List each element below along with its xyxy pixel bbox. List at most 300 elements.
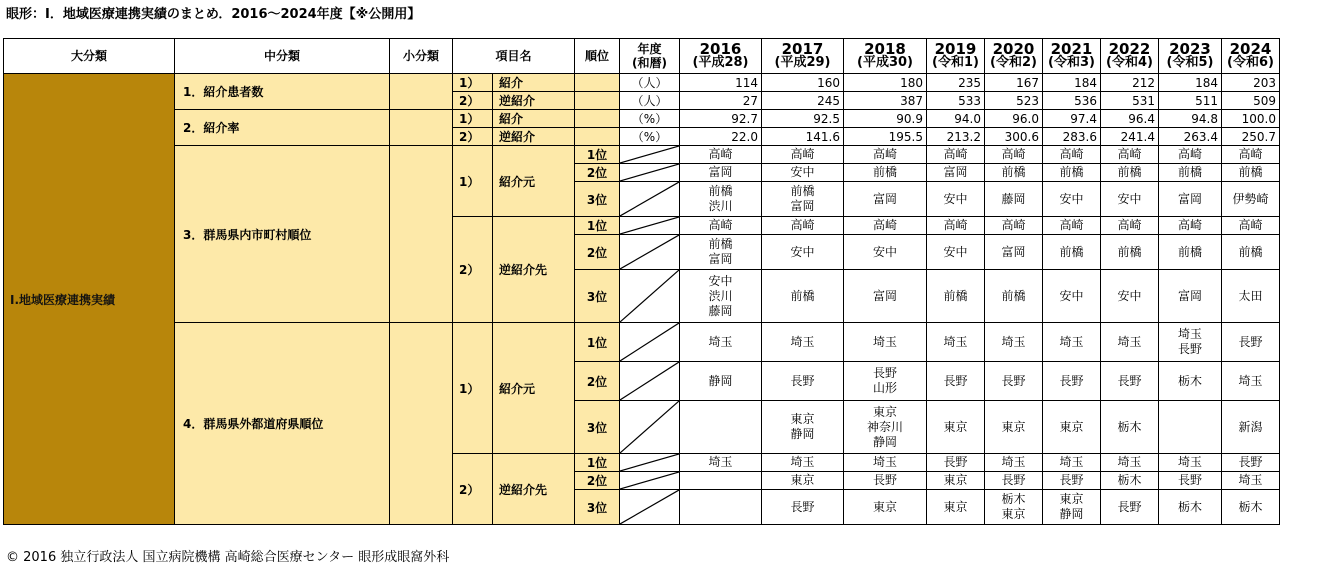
ranking-city-cell [762,270,844,323]
city-name: 前橋 [790,288,815,303]
item-name: 紹介 [493,110,575,128]
diagonal-slash-cell [620,270,680,323]
city-name: 前橋 [872,165,897,179]
rank-label: 3位 [575,182,620,217]
item-name: 紹介元 [493,146,575,217]
city-name: 栃木 [1117,473,1142,487]
city-name: 富岡 [708,252,733,266]
ranking-city-cell [844,490,927,525]
city-name: 安中 [1059,288,1084,303]
ranking-city-cell [762,217,844,235]
rank-label: 3位 [575,270,620,323]
value-cell: 250.7 [1222,128,1280,146]
ranking-city-cell [1043,454,1101,472]
value-cell: 160 [762,74,844,92]
ranking-city-cell [1043,472,1101,490]
ranking-city-cell [1043,182,1101,217]
ranking-city-cell [680,323,762,362]
city-name: 高崎 [1177,218,1202,232]
city-name: 前橋 [708,184,733,198]
ranking-city-cell [1159,401,1222,454]
city-name: 前橋 [1177,165,1202,179]
ranking-city-cell [927,454,985,472]
city-name: 高崎 [708,218,733,232]
diagonal-slash-cell [620,146,680,164]
ranking-city-cell [927,182,985,217]
year-label: 2023 [1169,40,1211,58]
value-cell: 283.6 [1043,128,1101,146]
era-label: (平成29) [774,55,831,70]
city-name: 前橋 [708,237,733,251]
ranking-city-cell [680,270,762,323]
ranking-city-cell [1222,490,1280,525]
section-label-s3: 3．群馬県内市町村順位 [175,146,390,323]
diagonal-slash-cell [620,323,680,362]
city-name: 埼玉 [1001,455,1026,469]
ranking-city-cell [1101,472,1159,490]
item-name: 逆紹介 [493,128,575,146]
ranking-city-cell [844,401,927,454]
header-year-2019 [927,39,985,74]
ranking-city-cell [927,217,985,235]
ranking-city-cell [1159,472,1222,490]
header-year-2020 [985,39,1043,74]
ranking-city-cell [985,454,1043,472]
ranking-city-cell [1222,323,1280,362]
ranking-city-cell [762,362,844,401]
city-name: 埼玉 [1177,455,1202,469]
city-name: 東京 [1059,492,1084,506]
unit-label: （人） [620,74,680,92]
value-cell: 27 [680,92,762,110]
header-year-2023 [1159,39,1222,74]
ranking-city-cell [844,164,927,182]
ranking-city-cell [1043,146,1101,164]
item-number: 1） [453,146,493,217]
copyright-footer: © 2016 独立行政法人 国立病院機構 高崎総合医療センター 眼形成眼窩外科 [6,550,450,565]
city-name: 高崎 [1238,218,1263,232]
ranking-city-cell [1159,270,1222,323]
ranking-city-cell [844,472,927,490]
ranking-city-cell [985,217,1043,235]
ranking-city-cell [1159,146,1222,164]
value-cell: 511 [1159,92,1222,110]
city-name: 栃木 [1117,419,1142,434]
ranking-city-cell [1101,454,1159,472]
city-name: 東京 [1001,507,1026,521]
era-label: (令和1) [932,55,979,70]
city-name: 長野 [1001,473,1026,487]
city-name: 高崎 [1001,147,1026,161]
ranking-city-cell [844,362,927,401]
ranking-city-cell [927,490,985,525]
city-name: 高崎 [1059,147,1084,161]
ranking-city-cell [927,472,985,490]
ranking-city-cell [1101,217,1159,235]
value-cell: 92.7 [680,110,762,128]
city-name: 前橋 [1059,244,1084,259]
value-cell: 114 [680,74,762,92]
value-cell: 184 [1159,74,1222,92]
era-label: (令和3) [1048,55,1095,70]
section-label-s1: 1．紹介患者数 [175,74,390,110]
year-label: 2024 [1229,40,1272,58]
item-number: 1） [453,110,493,128]
year-label: 2018 [864,40,906,58]
city-name: 高崎 [943,147,968,161]
city-name: 前橋 [1117,165,1142,179]
diagonal-slash-cell [620,490,680,525]
ranking-city-cell [927,270,985,323]
city-name: 高崎 [708,147,733,161]
ranking-city-cell [1222,270,1280,323]
value-cell: 94.8 [1159,110,1222,128]
city-name: 埼玉 [872,455,897,469]
ranking-city-cell [985,490,1043,525]
city-name: 安中 [790,244,815,259]
city-name: 長野 [872,473,897,487]
city-name: 東京 [790,473,815,487]
ranking-city-cell [1043,270,1101,323]
ranking-city-cell [1043,490,1101,525]
city-name: 新潟 [1238,419,1263,434]
ranking-city-cell [1222,164,1280,182]
ranking-city-cell [844,182,927,217]
year-label: 2019 [934,40,977,58]
header-year-2018 [844,39,927,74]
city-name: 富岡 [1001,244,1026,259]
item-number: 2） [453,92,493,110]
summary-table [3,38,1280,525]
city-name: 渋川 [708,199,733,213]
ranking-city-cell [1101,323,1159,362]
unit-label: （%） [620,110,680,128]
city-name: 高崎 [1177,147,1202,161]
ranking-city-cell [762,146,844,164]
ranking-city-cell [985,146,1043,164]
city-name: 高崎 [790,147,815,161]
ranking-city-cell [927,146,985,164]
city-name: 長野 [790,373,815,388]
ranking-city-cell [844,235,927,270]
value-cell: 213.2 [927,128,985,146]
ranking-city-cell [1159,323,1222,362]
city-name: 高崎 [1059,218,1084,232]
rank-label: 2位 [575,235,620,270]
value-cell: 94.0 [927,110,985,128]
city-name: 前橋 [1238,244,1263,259]
ranking-city-cell [1222,362,1280,401]
rank-label: 3位 [575,490,620,525]
value-cell: 241.4 [1101,128,1159,146]
header-year-2016 [680,39,762,74]
ranking-city-cell [680,362,762,401]
header-major: 大分類 [4,39,175,74]
city-name: 長野 [1238,334,1263,349]
era-label: (令和4) [1106,55,1153,70]
era-label: (平成30) [857,55,913,70]
ranking-city-cell [1043,401,1101,454]
diagonal-slash-cell [620,401,680,454]
city-name: 伊勢崎 [1232,191,1269,206]
value-cell: 523 [985,92,1043,110]
ranking-city-cell [985,270,1043,323]
city-name: 埼玉 [1059,455,1084,469]
rank-empty [575,92,620,110]
city-name: 富岡 [1177,288,1202,303]
ranking-city-cell [762,182,844,217]
city-name: 埼玉 [790,334,815,349]
city-name: 東京 [872,499,897,514]
city-name: 高崎 [943,218,968,232]
city-name: 富岡 [943,165,968,179]
header-year-2022 [1101,39,1159,74]
ranking-city-cell [1222,235,1280,270]
city-name: 東京 [790,412,815,426]
ranking-city-cell [680,401,762,454]
era-label: (令和6) [1227,55,1274,70]
city-name: 長野 [1177,473,1202,487]
value-cell: 509 [1222,92,1280,110]
city-name: 藤岡 [708,303,733,318]
ranking-city-cell [680,472,762,490]
city-name: 前橋 [1001,288,1026,303]
city-name: 埼玉 [708,455,733,469]
value-cell: 533 [927,92,985,110]
value-cell: 203 [1222,74,1280,92]
diagonal-slash-cell [620,164,680,182]
city-name: 埼玉 [1059,334,1084,349]
year-label: 2021 [1050,40,1093,58]
ranking-city-cell [927,235,985,270]
ranking-city-cell [1101,490,1159,525]
city-name: 渋川 [708,288,733,303]
year-label: 2016 [699,40,742,58]
unit-label: （人） [620,92,680,110]
ranking-city-cell [844,217,927,235]
value-cell: 387 [844,92,927,110]
city-name: 静岡 [790,427,815,441]
city-name: 安中 [1117,288,1142,303]
city-name: 埼玉 [943,334,968,349]
minor-empty [390,323,453,525]
ranking-city-cell [1159,217,1222,235]
ranking-city-cell [1159,182,1222,217]
ranking-city-cell [985,235,1043,270]
city-name: 埼玉 [872,334,897,349]
ranking-city-cell [985,401,1043,454]
city-name: 前橋 [943,288,968,303]
city-name: 埼玉 [1117,455,1142,469]
city-name: 富岡 [790,199,815,213]
city-name: 安中 [943,244,968,259]
year-label: 2020 [992,40,1035,58]
ranking-city-cell [680,182,762,217]
ranking-city-cell [985,164,1043,182]
ranking-city-cell [844,270,927,323]
section-label-s2: 2．紹介率 [175,110,390,146]
city-name: 静岡 [872,434,897,449]
rank-label: 1位 [575,146,620,164]
city-name: 安中 [1117,191,1142,206]
city-name: 富岡 [872,288,897,303]
era-label: (令和2) [990,55,1037,70]
fy-label: 年度 [637,42,662,56]
value-cell: 263.4 [1159,128,1222,146]
header-rank: 順位 [575,39,620,74]
ranking-city-cell [762,235,844,270]
value-cell: 96.0 [985,110,1043,128]
city-name: 高崎 [1238,147,1263,161]
minor-empty [390,110,453,146]
city-name: 東京 [943,473,968,487]
city-name: 栃木 [1177,499,1202,514]
rank-label: 1位 [575,323,620,362]
value-cell: 141.6 [762,128,844,146]
city-name: 山形 [872,381,897,395]
item-name: 紹介元 [493,323,575,454]
era-label: (平成28) [692,55,749,70]
city-name: 長野 [1059,373,1084,388]
city-name: 安中 [790,165,815,179]
ranking-city-cell [1043,323,1101,362]
rank-label: 2位 [575,164,620,182]
item-number: 1） [453,74,493,92]
city-name: 長野 [1177,342,1202,356]
value-cell: 167 [985,74,1043,92]
city-name: 長野 [1117,373,1142,388]
ranking-city-cell [927,401,985,454]
value-cell: 245 [762,92,844,110]
city-name: 藤岡 [1001,191,1026,206]
ranking-city-cell [1222,217,1280,235]
ranking-city-cell [1159,454,1222,472]
city-name: 埼玉 [1177,327,1202,341]
city-name: 長野 [872,366,897,380]
diagonal-slash-cell [620,182,680,217]
ranking-city-cell [680,454,762,472]
ranking-city-cell [1101,270,1159,323]
unit-label: （%） [620,128,680,146]
item-number: 2） [453,454,493,525]
city-name: 長野 [790,499,815,514]
value-cell: 100.0 [1222,110,1280,128]
city-name: 安中 [1059,191,1084,206]
city-name: 高崎 [1117,218,1142,232]
fy-era-label: (和暦) [632,56,667,70]
city-name: 栃木 [1238,499,1263,514]
page-title: 眼形：Ⅰ．地域医療連携実績のまとめ．2016～2024年度【※公開用】 [6,7,421,22]
ranking-city-cell [985,323,1043,362]
ranking-city-cell [1043,164,1101,182]
ranking-city-cell [985,472,1043,490]
city-name: 埼玉 [1238,373,1263,388]
ranking-city-cell [1043,362,1101,401]
value-cell: 22.0 [680,128,762,146]
ranking-city-cell [1101,164,1159,182]
city-name: 静岡 [1059,507,1084,521]
city-name: 前橋 [790,184,815,198]
city-name: 東京 [1059,419,1084,434]
diagonal-slash-cell [620,362,680,401]
ranking-city-cell [844,323,927,362]
value-cell: 97.4 [1043,110,1101,128]
item-number: 1） [453,323,493,454]
diagonal-slash-cell [620,454,680,472]
diagonal-slash-cell [620,472,680,490]
ranking-city-cell [762,472,844,490]
ranking-city-cell [680,146,762,164]
header-year-2024 [1222,39,1280,74]
item-number: 2） [453,128,493,146]
ranking-city-cell [927,323,985,362]
item-name: 紹介 [493,74,575,92]
section-label-s4: 4．群馬県外都道府県順位 [175,323,390,525]
ranking-city-cell [762,454,844,472]
city-name: 高崎 [872,218,897,232]
header-fiscal-year [620,39,680,74]
ranking-city-cell [680,164,762,182]
city-name: 栃木 [1177,373,1202,388]
city-name: 安中 [943,191,968,206]
ranking-city-cell [1159,235,1222,270]
minor-empty [390,146,453,323]
ranking-city-cell [1159,362,1222,401]
year-label: 2022 [1108,40,1151,58]
major-category: Ⅰ.地域医療連携実績 [4,74,175,525]
city-name: 長野 [943,455,968,469]
city-name: 栃木 [1001,492,1026,506]
ranking-city-cell [1101,146,1159,164]
header-middle: 中分類 [175,39,390,74]
ranking-city-cell [1222,182,1280,217]
city-name: 太田 [1238,288,1263,303]
city-name: 前橋 [1238,165,1263,179]
rank-label: 1位 [575,454,620,472]
ranking-city-cell [762,401,844,454]
ranking-city-cell [680,490,762,525]
rank-label: 2位 [575,362,620,401]
value-cell: 96.4 [1101,110,1159,128]
city-name: 長野 [943,373,968,388]
ranking-city-cell [985,362,1043,401]
city-name: 安中 [708,273,733,288]
value-cell: 90.9 [844,110,927,128]
city-name: 富岡 [872,191,897,206]
item-name: 逆紹介 [493,92,575,110]
ranking-city-cell [1043,235,1101,270]
value-cell: 195.5 [844,128,927,146]
ranking-city-cell [1043,217,1101,235]
city-name: 高崎 [1001,218,1026,232]
ranking-city-cell [1159,164,1222,182]
city-name: 埼玉 [1238,473,1263,487]
ranking-city-cell [762,164,844,182]
value-cell: 531 [1101,92,1159,110]
rank-label: 3位 [575,401,620,454]
value-cell: 184 [1043,74,1101,92]
rank-label: 2位 [575,472,620,490]
rank-empty [575,128,620,146]
city-name: 東京 [943,419,968,434]
city-name: 富岡 [708,165,733,179]
value-cell: 300.6 [985,128,1043,146]
ranking-city-cell [1101,401,1159,454]
city-name: 東京 [1001,419,1026,434]
city-name: 長野 [1001,373,1026,388]
city-name: 神奈川 [866,419,903,434]
city-name: 安中 [872,244,897,259]
